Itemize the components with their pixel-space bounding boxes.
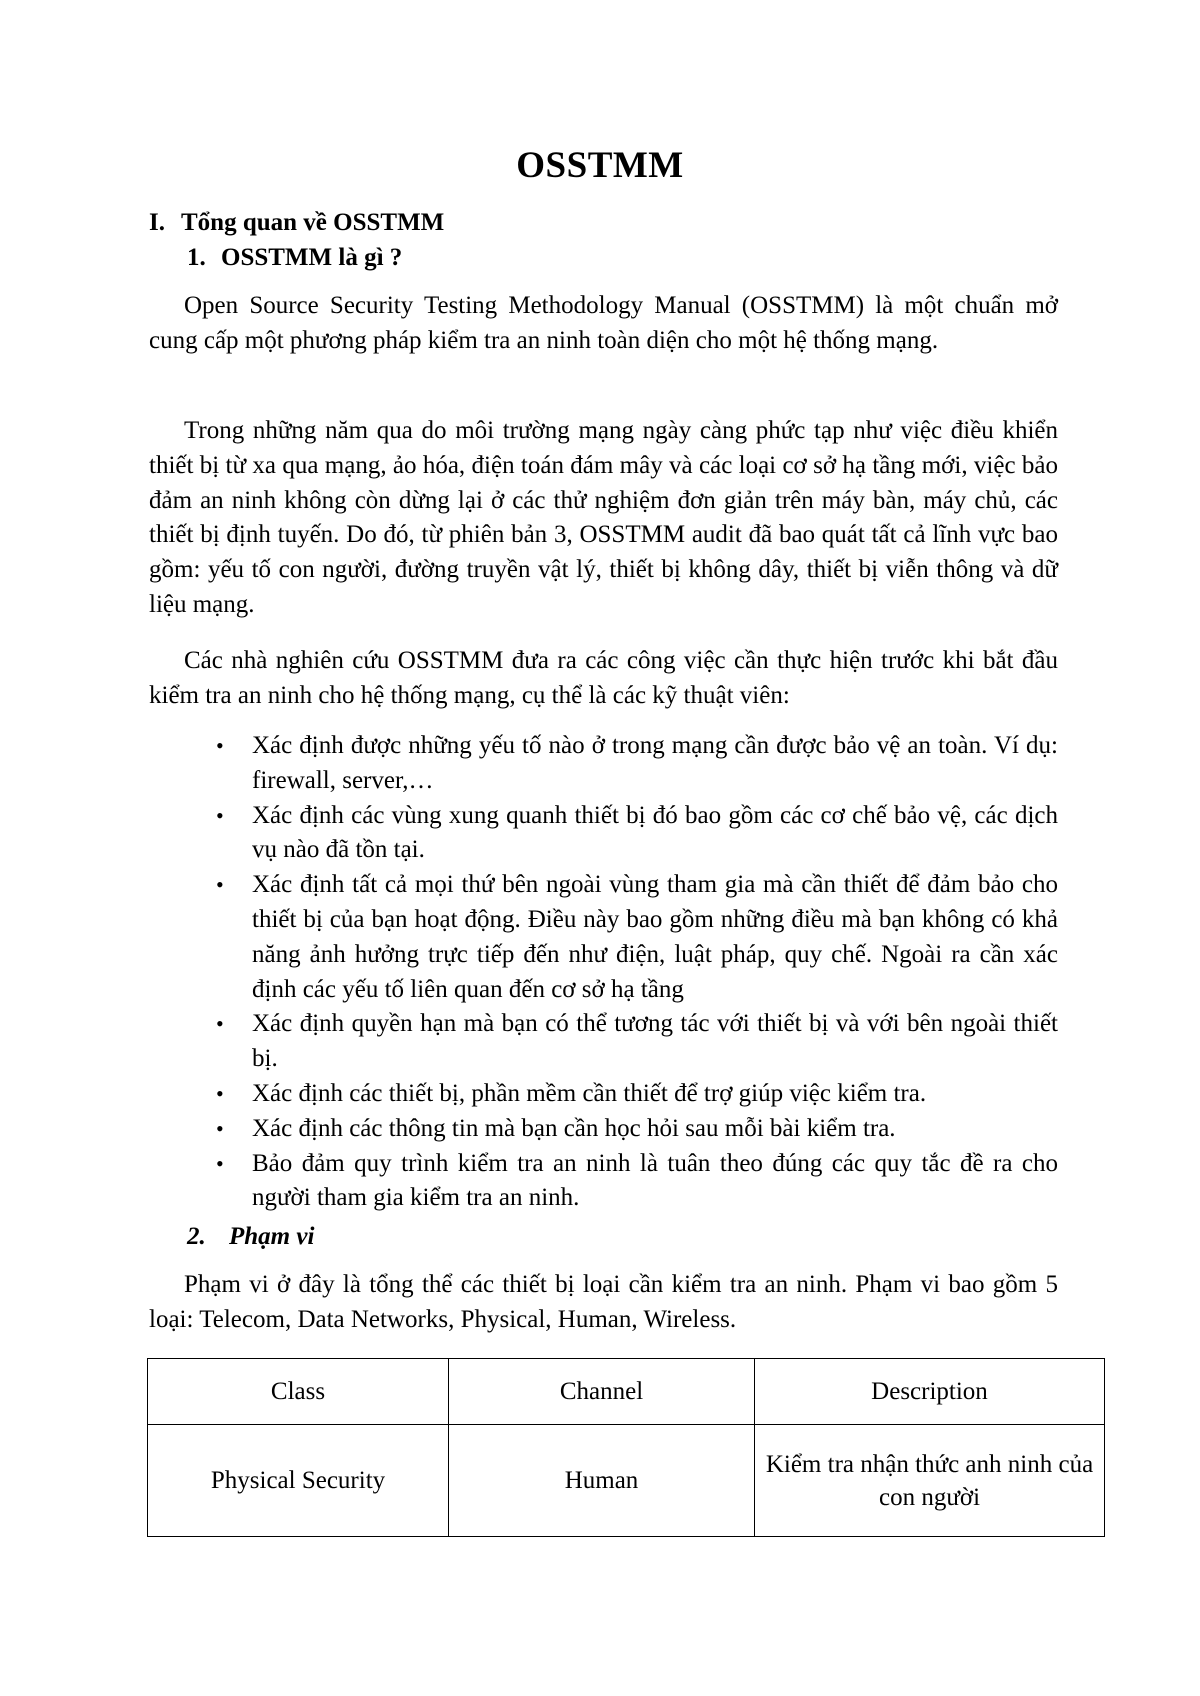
column-header-channel: Channel [449,1359,755,1425]
list-item [216,1147,1058,1217]
list-item-text: Xác định quyền hạn mà bạn có thể tương tác với thiết bị và với bên ngoài thiết bị. [252,1010,1058,1073]
paragraph-definition: Open Source Security Testing Methodology Manual (OSSTMM) là một chuẩn mở cung cấp một phương pháp kiểm tra an ninh toàn diện cho một hệ thống mạng. [149,292,1058,354]
subsection-heading-scope [187,1223,314,1251]
table-cell-channel: Human [449,1425,755,1537]
bullet-icon: • [216,802,224,828]
section-heading-text: Tổng quan về OSSTMM [181,209,445,236]
section-number: I. [149,209,165,236]
list-item [216,729,1058,799]
section-heading-overview [149,209,444,237]
column-header-description: Description [755,1359,1105,1425]
list-item-text: Xác định được những yếu tố nào ở trong mạng cần được bảo vệ an toàn. Ví dụ: firewall, server,… [252,732,1058,794]
table-header-row [148,1359,1105,1425]
list-item-text: Xác định các thông tin mà bạn cần học hỏi sau mỗi bài kiểm tra. [252,1114,896,1142]
list-item [216,1112,1058,1147]
subsection-heading-text: OSSTMM là gì ? [221,244,403,271]
bullet-icon: • [216,1115,224,1141]
bullet-icon: • [216,1080,224,1106]
list-item-text: Xác định tất cả mọi thứ bên ngoài vùng tham gia mà cần thiết để đảm bảo cho thiết bị của bạn hoạt động. Điều này bao gồm những điều mà bạn không có khả năng ảnh hưởng trực tiếp đến như điện, luật pháp, quy chế. Ngoài ra cần xác định các yếu tố liên quan đến cơ sở hạ tầng [252,871,1058,1003]
bullet-icon: • [216,733,224,758]
table-cell-description: Kiểm tra nhận thức anh ninh của con người [755,1425,1105,1537]
bullet-icon: • [216,872,224,898]
bullet-icon: • [216,1011,224,1037]
subsection-number: 2. [187,1223,206,1250]
subsection-heading-what-is [187,244,402,272]
scope-table [147,1358,1105,1537]
subsection-number: 1. [187,244,206,271]
list-item [216,1077,1058,1112]
paragraph-scope: Phạm vi ở đây là tổng thể các thiết bị loại cần kiểm tra an ninh. Phạm vi bao gồm 5 loại: Telecom, Data Networks, Physical, Human, Wireless. [149,1271,1058,1333]
list-item [216,1007,1058,1077]
list-item-text: Bảo đảm quy trình kiểm tra an ninh là tuân theo đúng các quy tắc đề ra cho người tham gia kiểm tra an ninh. [252,1149,1058,1212]
column-header-class: Class [148,1359,449,1425]
paragraph-tasks-intro: Các nhà nghiên cứu OSSTMM đưa ra các công việc cần thực hiện trước khi bắt đầu kiểm tra an ninh cho hệ thống mạng, cụ thể là các kỹ thuật viên: [149,647,1058,709]
document-title: OSSTMM [516,145,684,186]
subsection-heading-text: Phạm vi [229,1223,315,1250]
paragraph-background: Trong những năm qua do môi trường mạng ngày càng phức tạp như việc điều khiển thiết bị từ xa qua mạng, ảo hóa, điện toán đám mây và các loại cơ sở hạ tầng mới, việc bảo đảm an ninh không còn dừng lại ở các thử nghiệm đơn giản trên máy bàn, máy chủ, các thiết bị định tuyến. Do đó, từ phiên bản 3, OSSTMM audit đã bao quát tất cả lĩnh vực bao gồm: yếu tố con người, đường truyền vật lý, thiết bị không dây, thiết bị viễn thông và dữ liệu mạng. [149,417,1058,618]
list-item-text: Xác định các vùng xung quanh thiết bị đó bao gồm các cơ chế bảo vệ, các dịch vụ nào đã tồn tại. [252,801,1058,864]
bullet-icon: • [216,1150,224,1176]
list-item-text: Xác định các thiết bị, phần mềm cần thiết để trợ giúp việc kiểm tra. [252,1079,927,1107]
task-bullet-list [216,729,1058,1216]
list-item [216,868,1058,1007]
table-row [148,1425,1105,1537]
table-cell-class: Physical Security [148,1425,449,1537]
list-item [216,799,1058,869]
